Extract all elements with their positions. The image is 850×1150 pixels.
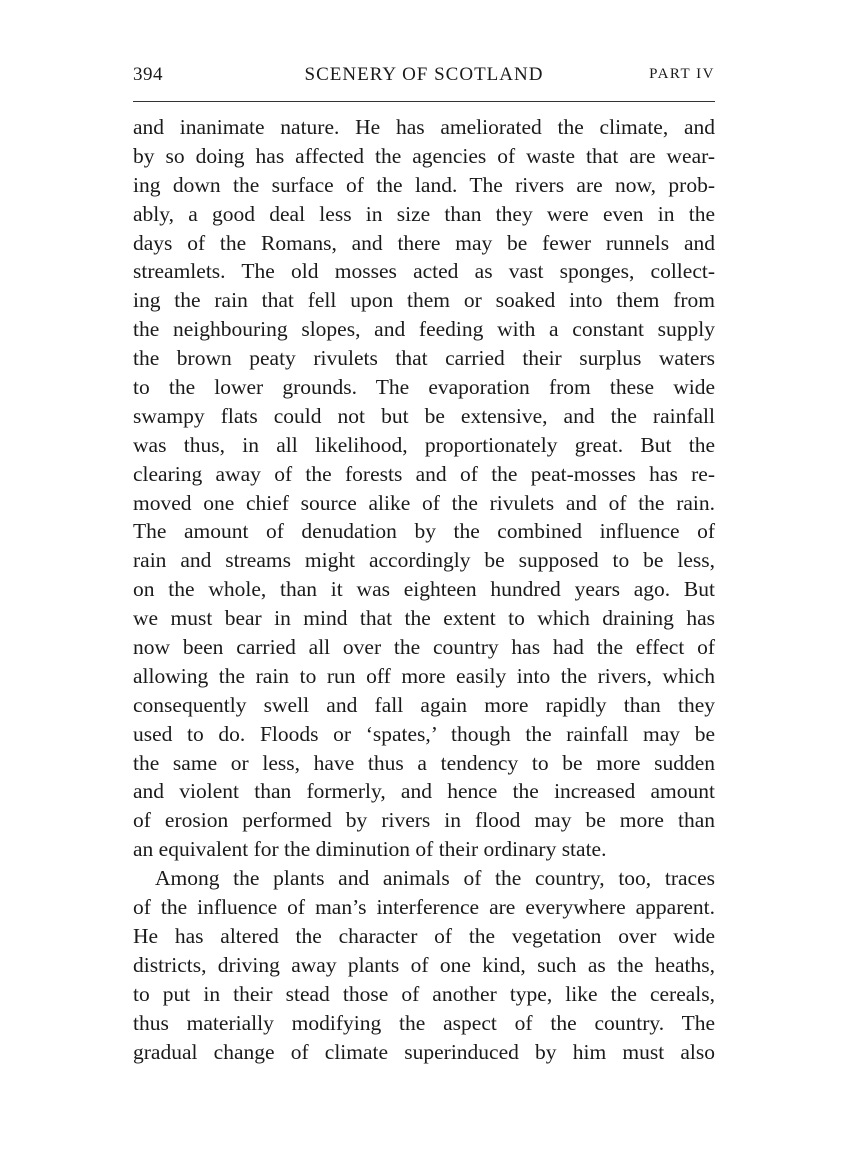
text-line: streamlets. The old mosses acted as vast sponges, collect- bbox=[133, 259, 715, 284]
running-title: SCENERY OF SCOTLAND bbox=[304, 64, 544, 85]
text-line: districts, driving away plants of one kind, such as the heaths, bbox=[133, 952, 715, 977]
text-line: an equivalent for the diminution of their ordinary state. bbox=[133, 837, 607, 862]
text-line: ing down the surface of the land. The rivers are now, prob- bbox=[133, 172, 715, 197]
text-line: ably, a good deal less in size than they were even in the bbox=[133, 201, 715, 226]
text-line: the brown peaty rivulets that carried their surplus waters bbox=[133, 346, 715, 371]
text-line: of the influence of man’s interference are everywhere apparent. bbox=[133, 895, 715, 920]
part-label: PART IV bbox=[649, 66, 715, 82]
text-line: gradual change of climate superinduced by him must also bbox=[133, 1039, 715, 1064]
text-line: used to do. Floods or ‘spates,’ though the rainfall may be bbox=[133, 721, 715, 746]
running-header bbox=[133, 64, 715, 94]
paragraph-2 bbox=[133, 864, 715, 1066]
text-line: thus materially modifying the aspect of the country. The bbox=[133, 1010, 715, 1035]
text-line: rain and streams might accordingly be supposed to be less, bbox=[133, 548, 715, 573]
text-line: by so doing has affected the agencies of waste that are wear- bbox=[133, 143, 715, 168]
text-line: now been carried all over the country has had the effect of bbox=[133, 635, 715, 660]
text-line: was thus, in all likelihood, proportionately great. But the bbox=[133, 432, 715, 457]
body-text bbox=[133, 113, 715, 1066]
text-line: we must bear in mind that the extent to which draining has bbox=[133, 606, 715, 631]
text-line: consequently swell and fall again more rapidly than they bbox=[133, 692, 715, 717]
text-line: Among the plants and animals of the country, too, traces bbox=[155, 866, 715, 891]
text-line: moved one chief source alike of the rivulets and of the rain. bbox=[133, 490, 715, 515]
text-line: to put in their stead those of another type, like the cereals, bbox=[133, 981, 715, 1006]
text-line: ing the rain that fell upon them or soaked into them from bbox=[133, 288, 715, 313]
header-rule bbox=[133, 101, 715, 102]
text-line: He has altered the character of the vegetation over wide bbox=[133, 923, 715, 948]
text-line: the neighbouring slopes, and feeding with a constant supply bbox=[133, 317, 715, 342]
text-line: to the lower grounds. The evaporation from these wide bbox=[133, 375, 715, 400]
page-number: 394 bbox=[133, 64, 163, 85]
text-line: on the whole, than it was eighteen hundred years ago. But bbox=[133, 577, 715, 602]
text-line: The amount of denudation by the combined influence of bbox=[133, 519, 715, 544]
text-line: days of the Romans, and there may be fewer runnels and bbox=[133, 230, 715, 255]
text-line: and inanimate nature. He has ameliorated the climate, and bbox=[133, 115, 715, 139]
text-line: the same or less, have thus a tendency to be more sudden bbox=[133, 750, 715, 775]
text-line: swampy flats could not but be extensive, and the rainfall bbox=[133, 403, 715, 428]
text-line: allowing the rain to run off more easily into the rivers, which bbox=[133, 663, 715, 688]
text-line: of erosion performed by rivers in flood may be more than bbox=[133, 808, 715, 833]
paragraph-1 bbox=[133, 113, 715, 864]
text-line: clearing away of the forests and of the peat-mosses has re- bbox=[133, 461, 715, 486]
text-line: and violent than formerly, and hence the increased amount bbox=[133, 779, 715, 804]
